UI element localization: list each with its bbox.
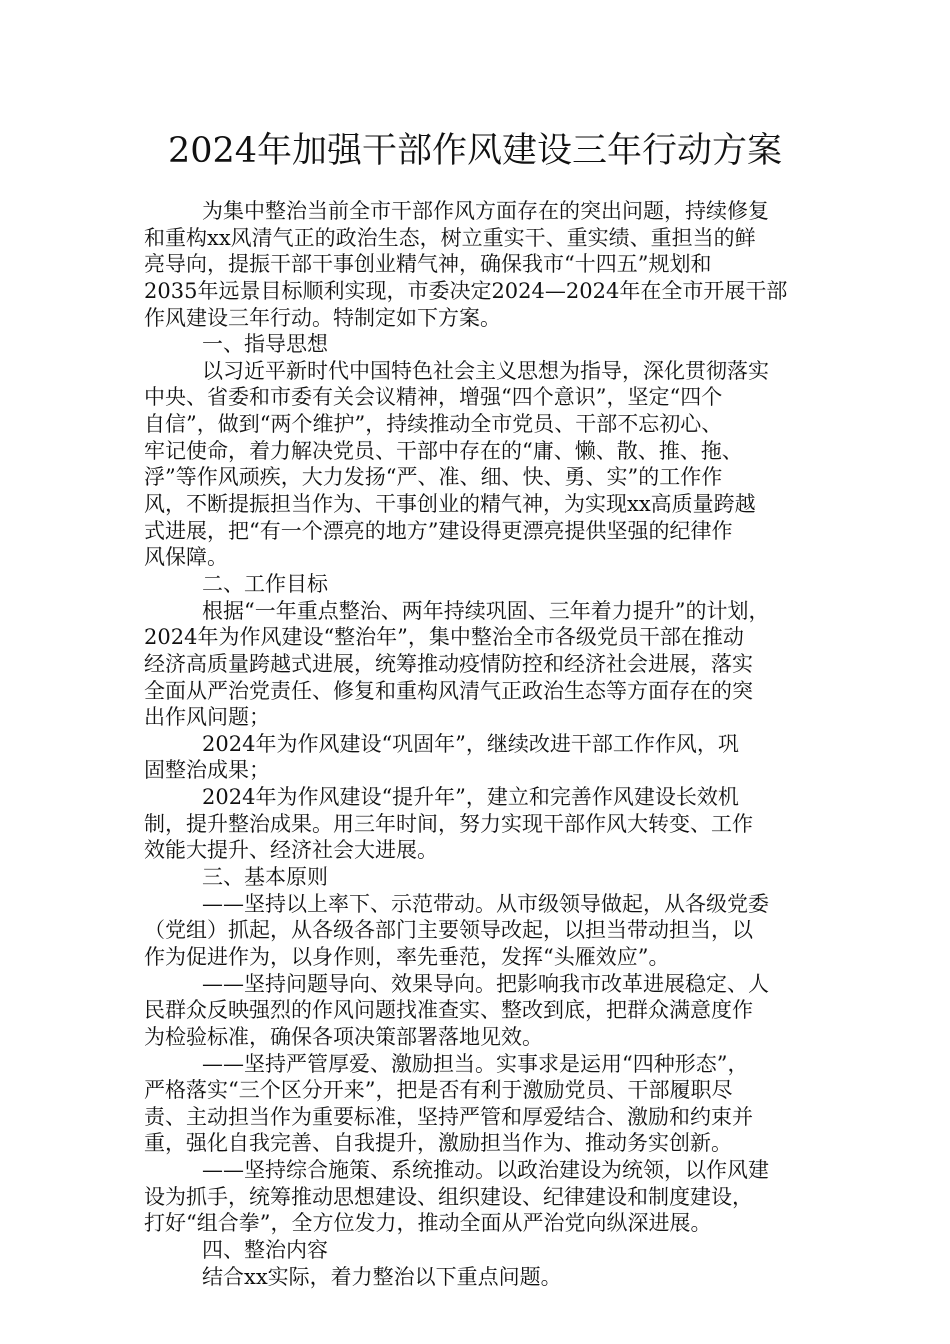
text-line: 二、工作目标	[202, 571, 328, 596]
text-line: 三、基本原则	[202, 865, 328, 890]
text-line: ——坚持严管厚爱、激励担当。实事求是运用“四种形态”，	[202, 1051, 749, 1076]
text-line: 效能大提升、经济社会大进展。	[144, 838, 438, 863]
text-line: 为检验标准，确保各项决策部署落地见效。	[144, 1024, 543, 1049]
text-line: 制，提升整治成果。用三年时间，努力实现干部作风大转变、工作	[144, 811, 753, 836]
text-line: 和重构xx风清气正的政治生态，树立重实干、重实绩、重担当的鲜	[144, 225, 756, 250]
text-line: （党组）抓起，从各级各部门主要领导改起，以担当带动担当，以	[144, 918, 753, 943]
text-line: 结合xx实际，着力整治以下重点问题。	[202, 1264, 562, 1289]
document-body	[144, 198, 804, 1290]
text-line: 为集中整治当前全市干部作风方面存在的突出问题，持续修复	[202, 199, 769, 223]
text-line: 自信”，做到“两个维护”，持续推动全市党员、干部不忘初心、	[144, 412, 723, 437]
text-line: ——坚持问题导向、效果导向。把影响我市改革进展稳定、人	[202, 971, 769, 996]
text-line: ——坚持以上率下、示范带动。从市级领导做起，从各级党委	[202, 891, 769, 916]
text-line: 亮导向，提振干部干事创业精气神，确保我市“十四五”规划和	[144, 252, 712, 277]
text-line: 根据“一年重点整治、两年持续巩固、三年着力提升”的计划，	[202, 598, 770, 623]
text-line: 风，不断提振担当作为、干事创业的精气神，为实现xx高质量跨越	[144, 492, 756, 517]
text-line: 全面从严治党责任、修复和重构风清气正政治生态等方面存在的突	[144, 678, 753, 703]
text-line: ——坚持综合施策、系统推动。以政治建设为统领，以作风建	[202, 1158, 769, 1183]
text-line: 出作风问题；	[144, 705, 270, 730]
text-line: 打好“组合拳”，全方位发力，推动全面从严治党向纵深进展。	[144, 1211, 712, 1236]
text-line: 式进展，把“有一个漂亮的地方”建设得更漂亮提供坚强的纪律作	[144, 518, 733, 543]
text-line: 严格落实“三个区分开来”，把是否有利于激励党员、干部履职尽	[144, 1078, 733, 1103]
text-line: 重，强化自我完善、自我提升，激励担当作为、推动务实创新。	[144, 1131, 732, 1156]
text-line: 四、整治内容	[202, 1237, 328, 1262]
text-line: 设为抓手，统筹推动思想建设、组织建设、纪律建设和制度建设，	[144, 1184, 753, 1209]
text-line: 2024年为作风建设“巩固年”，继续改进干部工作作风，巩	[202, 731, 739, 756]
text-line: 牢记使命，着力解决党员、干部中存在的“庸、懒、散、推、拖、	[144, 438, 743, 463]
text-line: 以习近平新时代中国特色社会主义思想为指导，深化贯彻落实	[202, 358, 769, 383]
text-line: 2035年远景目标顺利实现，市委决定2024—2024年在全市开展干部	[144, 278, 788, 303]
text-line: 经济高质量跨越式进展，统筹推动疫情防控和经济社会进展，落实	[144, 651, 753, 676]
text-line: 作为促进作为，以身作则，率先垂范，发挥“头雁效应”。	[144, 944, 670, 969]
text-line: 民群众反映强烈的作风问题找准查实、整改到底，把群众满意度作	[144, 998, 753, 1023]
text-line: 中央、省委和市委有关会议精神，增强“四个意识”，坚定“四个	[144, 385, 723, 410]
text-line: 风保障。	[144, 545, 228, 570]
text-line: 浮”等作风顽疾，大力发扬“严、准、细、快、勇、实”的工作作	[144, 465, 723, 490]
text-line: 一、指导思想	[202, 332, 328, 357]
text-line: 2024年为作风建设“提升年”，建立和完善作风建设长效机	[202, 785, 739, 810]
text-line: 责、主动担当作为重要标准，坚持严管和厚爱结合、激励和约束并	[144, 1104, 753, 1129]
document-title: 2024年加强干部作风建设三年行动方案	[167, 131, 783, 171]
text-line: 固整治成果；	[144, 758, 270, 783]
text-line: 2024年为作风建设“整治年”，集中整治全市各级党员干部在推动	[144, 625, 744, 650]
text-line: 作风建设三年行动。特制定如下方案。	[144, 305, 501, 330]
